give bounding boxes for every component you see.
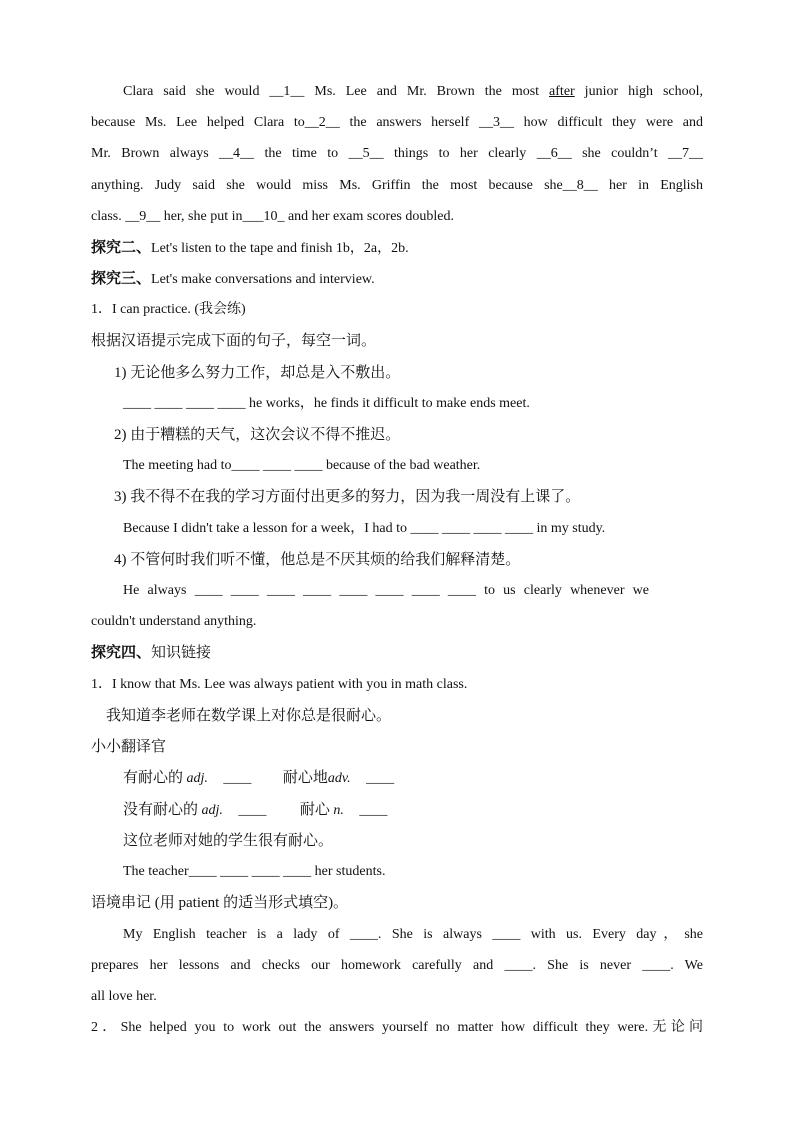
part-of-speech: adv. xyxy=(327,771,351,786)
section-label: 探究三、 xyxy=(91,271,152,287)
knowledge-sentence-1: 1．I know that Ms. Lee was always patient with you in math class. xyxy=(91,677,468,692)
answer-blank: ____ xyxy=(238,803,267,818)
translator-heading: 小小翻译官 xyxy=(91,739,167,755)
practice-instruction: 根据汉语提示完成下面的句子，每空一词。 xyxy=(91,333,377,349)
section-label: 探究四、 xyxy=(91,645,152,661)
question-1-english: ____ ____ ____ ____ he works，he finds it difficult to make ends meet. xyxy=(123,396,530,411)
question-4-english-cont: couldn't understand anything. xyxy=(91,614,257,629)
word-chinese: 耐心 xyxy=(299,802,330,818)
section-label: 探究二、 xyxy=(91,240,152,256)
question-2-english: The meeting had to____ ____ ____ because of the bad weather. xyxy=(123,458,481,473)
translate-sentence-english: The teacher____ ____ ____ ____ her students. xyxy=(123,864,386,879)
passage-line-4: anything. Judy said she would miss Ms. Griffin the most because she__8__ her in English xyxy=(91,178,703,193)
underlined-word: after xyxy=(549,84,575,99)
passage-line-5: class. __9__ her, she put in___10_ and her exam scores doubled. xyxy=(91,209,454,224)
passage-line-2: because Ms. Lee helped Clara to__2__ the answers herself __3__ how difficult they were and xyxy=(91,115,703,130)
section-tanjiu-3 xyxy=(91,269,703,290)
question-1-chinese: 1) 无论他多么努力工作，却总是入不敷出。 xyxy=(114,365,401,381)
word-row-2 xyxy=(123,800,735,821)
knowledge-sentence-2: 2．She helped you to work out the answers yourself no matter how difficult they were.无论问 xyxy=(91,1020,703,1035)
part-of-speech: adj. xyxy=(201,803,223,818)
passage-line-1 xyxy=(123,82,703,102)
section-tanjiu-4 xyxy=(91,643,703,664)
passage-line-3: Mr. Brown always __4__ the time to __5__ things to her clearly __6__ she couldn’t __7__ xyxy=(91,146,703,161)
word-chinese: 没有耐心的 xyxy=(123,802,199,818)
answer-blank: ____ xyxy=(359,803,388,818)
question-2-chinese: 2) 由于糟糕的天气，这次会议不得不推迟。 xyxy=(114,427,401,443)
question-3-chinese: 3) 我不得不在我的学习方面付出更多的努力，因为我一周没有上课了。 xyxy=(114,489,581,505)
question-4-chinese: 4) 不管何时我们听不懂，他总是不厌其烦的给我们解释清楚。 xyxy=(114,552,521,568)
word-chinese: 有耐心的 xyxy=(123,770,184,786)
answer-blank: ____ xyxy=(366,771,395,786)
passage-text: junior high school, xyxy=(574,84,703,99)
section-text: 知识链接 xyxy=(151,645,212,661)
answer-blank: ____ xyxy=(223,771,252,786)
question-3-english: Because I didn't take a lesson for a week，I had to ____ ____ ____ ____ in my study. xyxy=(123,521,606,536)
translate-sentence-chinese: 这位老师对她的学生很有耐心。 xyxy=(123,833,334,849)
practice-heading: 1．I can practice. (我会练) xyxy=(91,302,246,317)
section-text: Let's listen to the tape and finish 1b，2a，2b. xyxy=(151,241,409,256)
question-4-english: He always ____ ____ ____ ____ ____ ____ ____ ____ to us clearly whenever we xyxy=(123,583,649,598)
word-row-1 xyxy=(123,768,735,789)
part-of-speech: n. xyxy=(333,803,344,818)
context-heading: 语境串记 (用 patient 的适当形式填空)。 xyxy=(91,895,349,911)
context-line-2: prepares her lessons and checks our homework carefully and ____. She is never ____. We xyxy=(91,958,703,973)
context-line-3: all love her. xyxy=(91,989,157,1004)
part-of-speech: adj. xyxy=(186,771,208,786)
section-text: Let's make conversations and interview. xyxy=(151,272,375,287)
context-line-1: My English teacher is a lady of ____. She is always ____ with us. Every day，she xyxy=(123,927,703,942)
passage-text: Clara said she would __1__ Ms. Lee and Mr. Brown the most xyxy=(123,84,550,99)
knowledge-sentence-1-chinese: 我知道李老师在数学课上对你总是很耐心。 xyxy=(106,708,392,724)
word-chinese: 耐心地 xyxy=(282,770,328,786)
section-tanjiu-2 xyxy=(91,238,703,259)
